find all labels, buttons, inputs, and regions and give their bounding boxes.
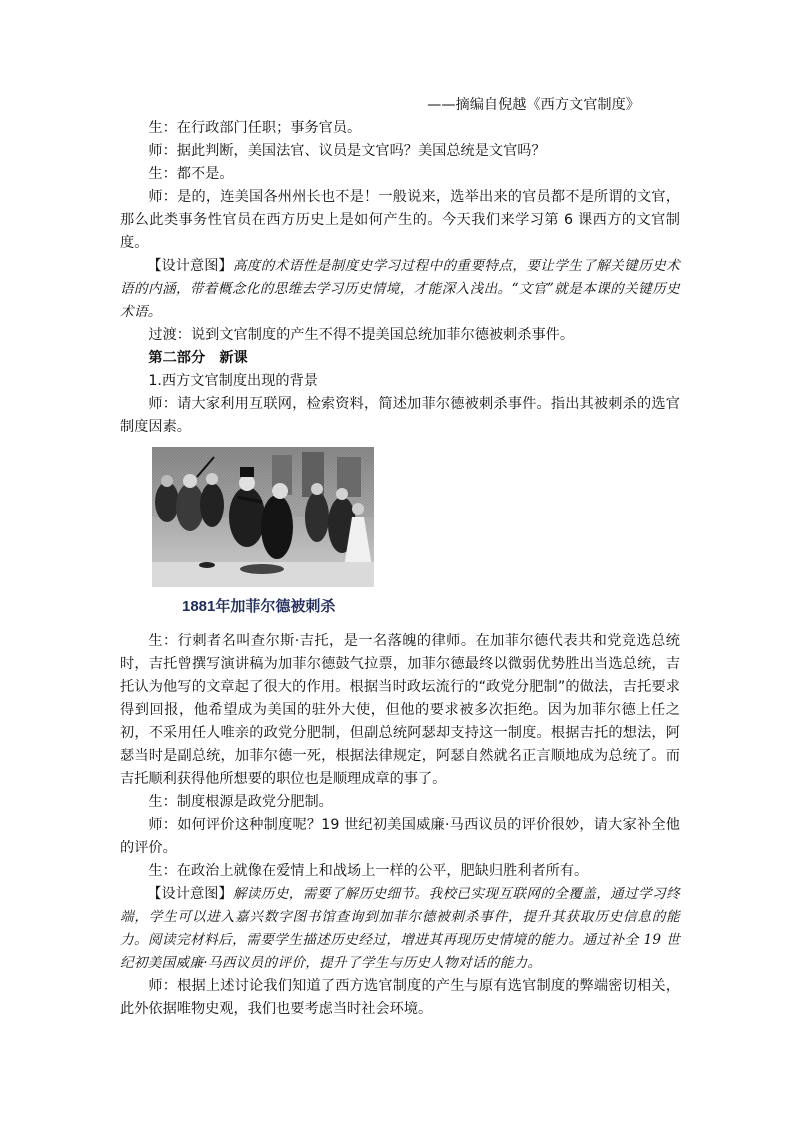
- assassination-engraving-image: [152, 447, 374, 587]
- subsection-title: 1.西方文官制度出现的背景: [148, 373, 318, 389]
- document-page: [120, 94, 680, 1021]
- section-heading: 第二部分 新课: [148, 350, 248, 366]
- teacher-question-1: 师：据此判断，美国法官、议员是文官吗？美国总统是文官吗？: [148, 143, 546, 159]
- student-narrative: 生：行刺者名叫查尔斯·吉托，是一名落魄的律师。在加菲尔德代表共和党竞选总统时，吉托曾撰写演讲稿为加菲尔德鼓气拉票，加菲尔德最终以微弱优势胜出当选总统，吉托认为他写的文章起了很大的作用。根据当时政坛流行的“政党分肥制”的做法，吉托要求得到回报，他希望成为美国的驻外大使，但他的要求被多次拒绝。因为加菲尔德上任之初，不采用任人唯亲的政党分肥制，但副总统阿瑟却支持这一制度。根据吉托的想法，阿瑟当时是副总统，加菲尔德一死，根据法律规定，阿瑟自然就名正言顺地成为总统了。而吉托顺利获得他所想要的职位也是顺理成章的事了。: [120, 633, 680, 787]
- figure-caption: 1881年加菲尔德被刺杀: [182, 598, 336, 615]
- teacher-task: 师：请大家利用互联网，检索资料，简述加菲尔德被刺杀事件。指出其被刺杀的选官制度因素。: [120, 396, 680, 435]
- design-intent-tag: 【设计意图】: [147, 258, 233, 274]
- teacher-conclusion: 师：根据上述讨论我们知道了西方选官制度的产生与原有选官制度的弊端密切相关，此外依据唯物史观，我们也要考虑当时社会环境。: [120, 978, 680, 1017]
- design-intent-text: 解读历史，需要了解历史细节。我校已实现互联网的全覆盖，通过学习终端，学生可以进入嘉兴数字图书馆查询到加菲尔德被刺杀事件，提升其获取历史信息的能力。阅读完材料后，需要学生描述历史经过，增进其再现历史情境的能力。通过补全 19 世纪初美国威廉·马西议员的评价，提升了学生与历史人物对话的能力。: [120, 886, 680, 971]
- design-intent-2: [120, 883, 680, 975]
- design-intent-1: [120, 255, 680, 324]
- student-answer-4: 生：在政治上就像在爱情上和战场上一样的公平，肥缺归胜利者所有。: [148, 863, 589, 879]
- teacher-explanation-1: 师：是的，连美国各州州长也不是！一般说来，选举出来的官员都不是所谓的文官，那么此类事务性官员在西方历史上是如何产生的。今天我们来学习第 6 课西方的文官制度。: [120, 189, 680, 251]
- design-intent-tag: 【设计意图】: [147, 886, 233, 902]
- source-attribution: ——摘编自倪越《西方文官制度》: [427, 97, 640, 113]
- teacher-question-2: 师：如何评价这种制度呢？19 世纪初美国威廉·马西议员的评价很妙，请大家补全他的评价。: [120, 817, 680, 856]
- student-answer-3: 生：制度根源是政党分肥制。: [148, 794, 333, 810]
- student-answer-1: 生：在行政部门任职；事务官员。: [148, 120, 362, 136]
- student-answer-2: 生：都不是。: [148, 166, 234, 182]
- design-intent-text: 高度的术语性是制度史学习过程中的重要特点，要让学生了解关键历史术语的内涵，带着概念化的思维去学习历史情境，才能深入浅出。“文官”就是本课的关键历史术语。: [120, 258, 680, 320]
- transition-text: 过渡：说到文官制度的产生不得不提美国总统加菲尔德被刺杀事件。: [148, 327, 575, 343]
